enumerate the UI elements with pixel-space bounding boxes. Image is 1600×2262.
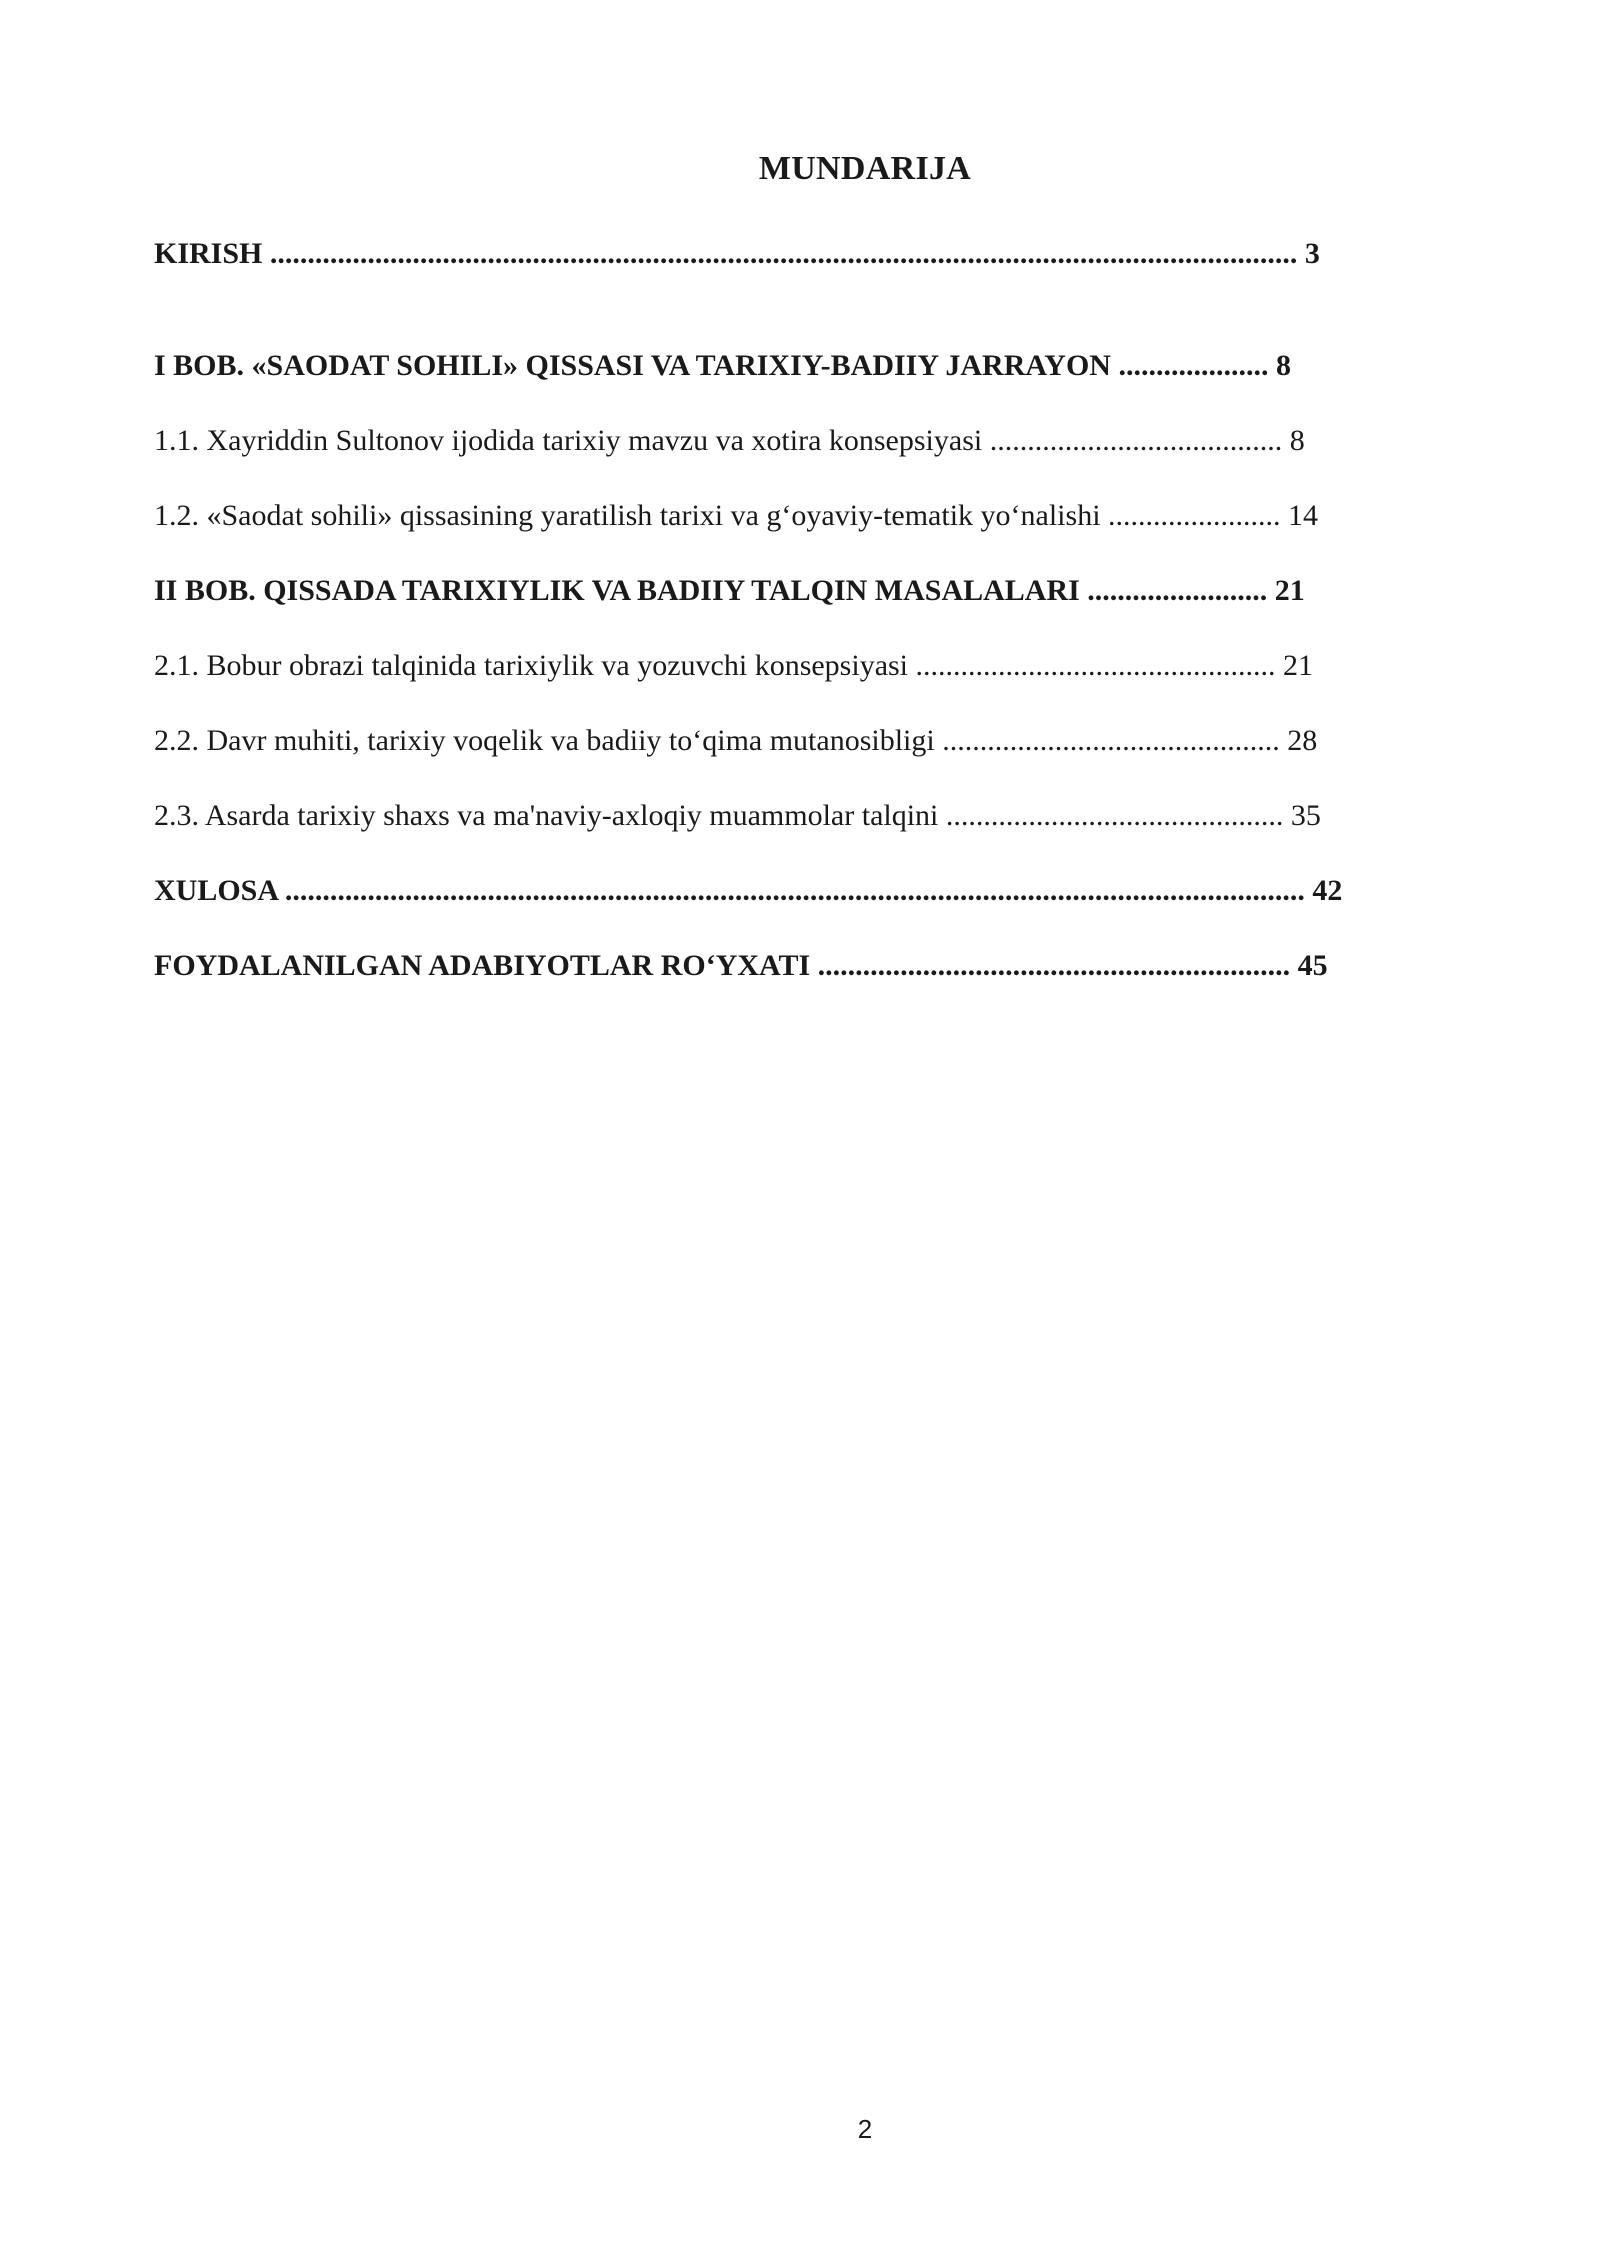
toc-entry-kirish: KIRISH ......................................................................................................................................... 3 (154, 237, 1320, 270)
toc-entry-section-2-1: 2.1. Bobur obrazi talqinida tarixiylik va yozuvchi konsepsiyasi ................................................ 21 (154, 649, 1314, 682)
toc-entry-section-2-3: 2.3. Asarda tarixiy shaxs va ma'naviy-axloqiy muammolar talqini ............................................. 35 (154, 799, 1321, 832)
toc-entry-bibliography: FOYDALANILGAN ADABIYOTLAR RO‘YXATI ............................................................... 45 (154, 949, 1328, 982)
toc-entry-section-2-2: 2.2. Davr muhiti, tarixiy voqelik va badiiy to‘qima mutanosibligi ............................................. 28 (154, 724, 1318, 757)
page-number: 2 (857, 2114, 873, 2144)
toc-entry-section-1-1: 1.1. Xayriddin Sultonov ijodida tarixiy mavzu va xotira konsepsiyasi ....................................... 8 (154, 424, 1305, 457)
toc-entry-xulosa: XULOSA ........................................................................................................................................ 42 (154, 874, 1343, 907)
page-title: MUNDARIJA (758, 150, 972, 187)
toc-entry-chapter-2: II BOB. QISSADA TARIXIYLIK VA BADIIY TALQIN MASALALARI ........................ 21 (154, 574, 1305, 607)
toc-entry-section-1-2: 1.2. «Saodat sohili» qissasining yaratilish tarixi va g‘oyaviy-tematik yo‘nalishi ....................... 14 (154, 499, 1319, 532)
toc-entry-chapter-1: I BOB. «SAODAT SOHILI» QISSASI VA TARIXIY-BADIIY JARRAYON .................... 8 (154, 349, 1291, 382)
